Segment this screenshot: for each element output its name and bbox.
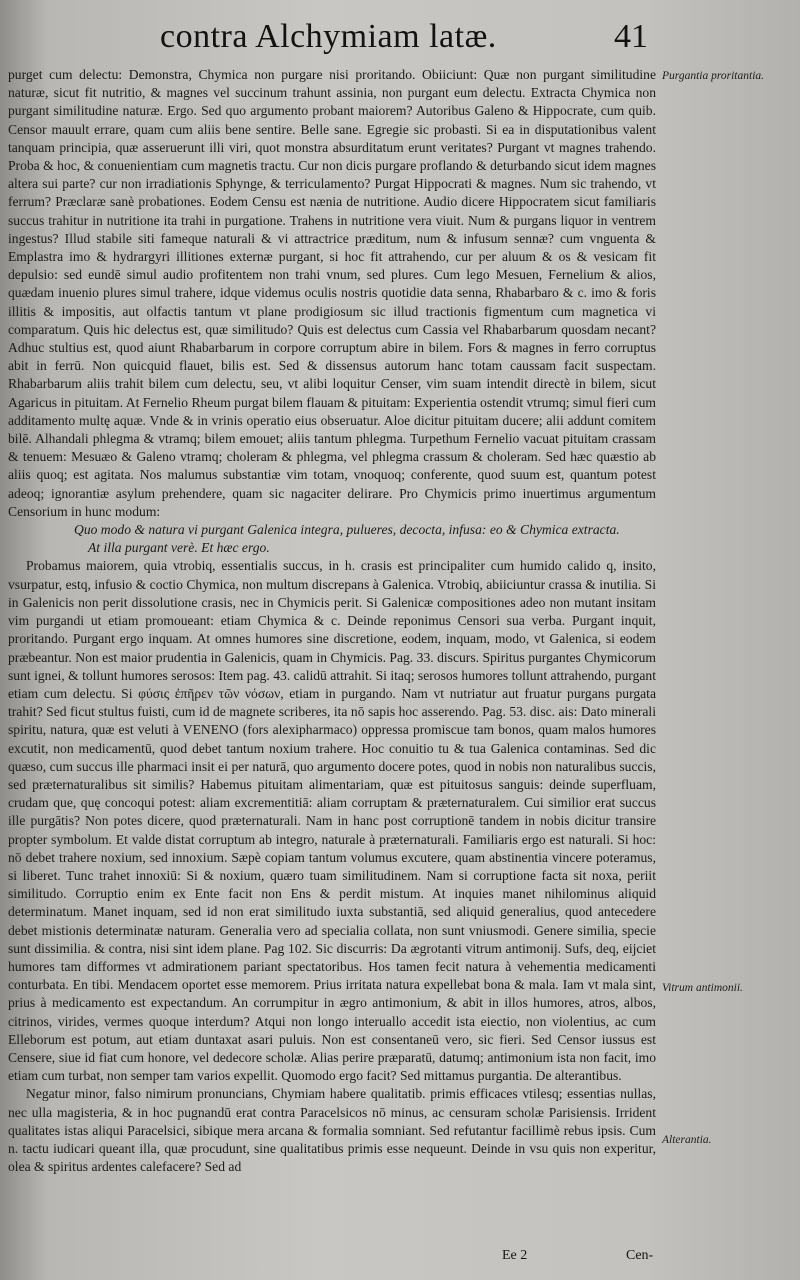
paragraph: Probamus maiorem, quia vtrobiq, essentialis succus, in h. crasis est principaliter cum humido calido q, insito, vsurpatur, estq, infusio & coctio Chymica, non multum discrepans à Galenica. Vtrobiq, abiiciuntur crassa & inutilia. Si in Galenicis non perit dissolutione crasis, nec in Chymicis perit. Si Galenicæ compositiones adeo non mutant insitam vim purgandi ut etiam promoueant: etiam Chymica & c. Deinde reponimus Censori sua verba. Purgant inquit, proritando. Purgant ergo inquam. At omnes humores sine discretione, eodem, inquam, modo, vt Galenica, si eodem præbeantur. Non est maior prudentia in Galenicis, quam in Chymicis. Pag. 33. discurs. Spiritus purgantes Chymicorum sunt ignei, & tollunt humores serosos: Item pag. 43. calidū attrahit. Si itaq; serosos humores tollunt attrahendo, purgant etiam cum delectu. Si φύσις ἐπῆρεν τῶν νόσων, etiam in purgando. Nam vt nutriatur aut fruatur purgans purgata trahit? Sed ficut stultus fuisti, cum id de magnete scriberes, ita nō sapis hoc asserendo. Pag. 53. disc. ais: Dato minerali spiritu, natura, quæ est veluti à VENENO (fors alexipharmaco) oppressa promiscue tam bonos, quam malos humores excutit, non medicamentū, quod debet tantum noxium trahere. Hoc conuitio tu & tua Galenica contaminas. Sed dic quæso, cum succus ille pharmaci insit ei per naturā, quo argumento docere potes, quod in nobis non naturalibus succis, sed præternaturalibus sit similis? Habemus pituitam alimentariam, quæ est pituitosus sanguis: deinde superfluam, crudam que, quę concoqui potest: aliam excrementitiā: aliam corruptam & præternaturalem. Cui similior erat succus ille purgātis? Non potes dicere, quod præternaturali. Nam in hanc post corruptionē tandem in nobis dicitur transire propter symbolum. Et valde distat corruptum ab integro, naturale à præternaturali. Familiaris ergo est naturali. Si hoc: nō debet trahere noxium, sed innoxium. Sæpè copiam tantum volumus excutere, quam abstinentia vincere poteramus, si liberet. Tunc trahet innoxiū: Si & noxium, quæro tuam similitudinem. Nam si corruptione facta sit noxa, periit similitudo. Corruptio enim ex Ente facit non Ens & perdit mistum. At inquies manet nihilominus aliquid determinatum. Manet inquam, sed id non erat similitudo iuxta substantiā, sed aliquid generalius, quod antecedere debet mistionis determinatæ naturam. Generalia vero ad specialia collata, non sunt vniusmodi. Genere similia, specie sunt dissimilia. & contra, nisi sint idem plane. Pag 102. Sic discurris: Da ægrotanti vitrum antimonij. Sufs, deq, eijciet humores tam difformes vt admirationem pariant spectatoribus. Hos tamen fecit natura à vehementia medicamenti conturbata. En tibi. Mendacem oportet esse memorem. Prius irritata natura expellebat bona & mala. Iam vt mala sint, prius à medicamento est expectandum. An corrumpitur in ægro antimonium, & abit in illos humores, atros, albos, citrinos, virides, vermes quoque interdum? Atqui non longo interuallo accedit ista eiectio, non violentius, ac cum Elleborum est potum, aut etiam duntaxat asari puluis. Non est consentaneū vero, sic fieri. Sed Censor iussus est Censere, siue id fiat cum honore, vel dedecore scholæ. Alias perire præparatū, datumq; antimonium ista non facit, imo etiam cum turbat, non semper tam varios expellit. Quomodo ergo facit? Sed mittamus purgantia. De alterantibus. — [8, 558, 656, 1084]
running-title: contra Alchymiam latæ. — [160, 18, 497, 55]
page-header — [0, 14, 800, 64]
paragraph: Negatur minor, falso nimirum pronuncians, Chymiam habere qualitatib. primis efficaces vtilesq; essentias nullas, nec ulla magisteria, & in hoc pugnandū erat contra Paracelsicos nō minus, ac censuram scholæ Parisiensis. Irrident qualitates istas aliqui Paracelsici, sibique mera arcana & formalia somniant. Sed refutantur facillimè rebus ipsis. Cum n. tactu iudicari queant illa, quæ procudunt, sine qualitatibus primis esse nequeunt. Deinde in vsu quis non experitur, olea & spiritus ardentes calefacere? Sed ad — [8, 1086, 656, 1175]
margin-note-purgantia: Purgantia proritantia. — [662, 70, 765, 82]
margin-note-vitrum: Vitrum antimonii. — [662, 982, 743, 994]
margin-note-alterantia: Alterantia. — [662, 1134, 712, 1146]
syllogism-line: Quo modo & natura vi purgant Galenica integra, pulueres, decocta, infusa: eo & Chymica extracta. — [74, 522, 620, 538]
catchword: Cen- — [626, 1248, 654, 1263]
paragraph: purget cum delectu: Demonstra, Chymica non purgare nisi proritando. Obiiciunt: Quæ non purgant similitudine naturæ, sicut fit nutritio, & magnes vel succinum trahunt assinia, non purgant eum delectu. Extracta Chymica non purgant similitudine naturæ. Ergo. Sed quo argumento probant maiorem? Autoribus Galeno & Hippocrate, cum quib. Censor mauult errare, quam cum aliis bene sentire. Belle sane. Egregie sic probasti. Si ea in disputationibus valent tanquam principia, quæ asseruerunt illi viri, quot monstra absurditatum erunt veritates? Purgant vt magnes trahendo. Proba & hoc, & conuenientiam cum magnetis tractu. Cur non dicis purgare proflando & deturbando sicut idem magnes altera sui parte? cur non irradiationis Sphynge, & terriculamento? Purgat Hippocrati & magnes. Num sic trahendo, vt ferrum? Præclaræ sanè probationes. Eodem Censu est nænia de nutritione. Audio dicere Hippocratem sicut familiaris succus trahitur in nutritione ita trahi in purgatione. Trahens in nutritione vera viuit. Num & purgans liquor in ventrem ingestus? Illud stabile siti fameque naturali & vi attractrice præditum, num & infusum sennæ? cum vnguenta & Emplastra imo & hydrargyri illitiones externæ purgant, si hoc fit attrahendo, cur per aluum & os & vesicam fit depulsio: sed eundē simul audio profitentem non trahi vnum, sed plures. Cum lego Mesuen, Fernelium & alios, quædam inuenio plures simul trahere, idque videmus oculis nostris quotidie data senna, Rhabarbaro & c. imo & foris illitis & impositis, aut olfactis tantum vt plane prodigiosum sic illud tractionis figmentum cum magnetica vi comparatum. Quis hic delectus est, quæ similitudo? Quis est delectus cum Cassia vel Rhabarbarum quosdam necant? Adhuc stultius est, quod aiunt Rhabarbarum in corpore corruptum abire in bilem. Fors & magnes in ferro corruptus abit in ferrū. Non quicquid flauet, bilis est. Sed & dissensus autorum hanc totam caussam facit suspectam. Rhabarbarum aliis trahit bilem cum delectu, seu, vt alibi loquitur Censer, vim suam intendit directè in bilem, sicut Agaricus in pituitam. At Fernelio Rheum purgat bilem flauam & pituitam: Experientia ostendit vtrumq; simul fieri cum additamento multę aquæ. Vnde & in vrinis operatio eius obseruatur. Aloe dicitur pituitam ducere; alii addunt comitem bilē. Alhandali phlegma & vtramq; bilem emouet; aliis tantum phlegma. Turpethum Fernelio vacuat pituitam crassam & tenuem: Mesuæo & Galeno vtramq; choleram & phlegma, vel phlegma crassum & choleram. Sed hæc quæstio ab aliis quoq; est agitata. Nos malumus substantiæ vim totam, vnoquoq; conferente, quod suum est, quantum potest adeoq; ignorantiæ asylum prehendere, quam sic nagaciter delirare. Pro Chymicis primo inuertimus argumentum Censorium in hunc modum: — [8, 67, 656, 519]
page-number: 41 — [614, 18, 648, 55]
syllogism-conclusion: At illa purgant verè. Et hæc ergo. — [88, 540, 270, 556]
body-text — [8, 66, 656, 1176]
page-footer — [0, 1248, 800, 1272]
signature-mark: Ee 2 — [502, 1248, 528, 1263]
